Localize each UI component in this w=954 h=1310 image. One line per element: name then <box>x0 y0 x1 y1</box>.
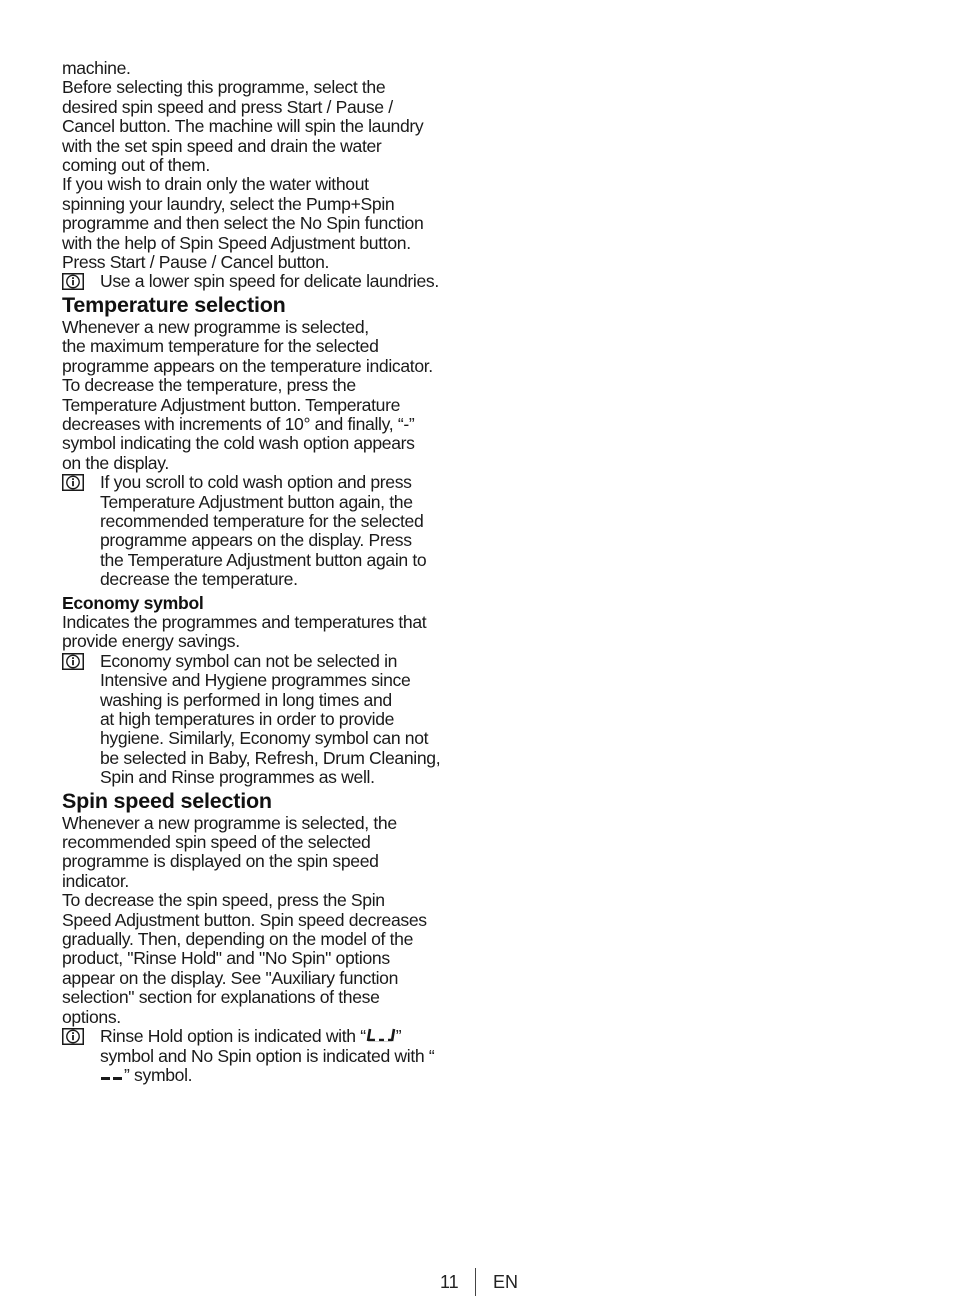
note-text: Use a lower spin speed for delicate laundries. <box>100 271 439 292</box>
text-line: To decrease the spin speed, press the Spin <box>62 890 385 911</box>
note-text: recommended temperature for the selected <box>100 510 424 531</box>
text-line: provide energy savings. <box>62 631 240 652</box>
manual-text-column <box>62 59 462 1085</box>
text-line: Press Start / Pause / Cancel button. <box>62 252 330 273</box>
text-line: gradually. Then, depending on the model of the <box>62 929 414 950</box>
text-line: machine. <box>62 58 131 78</box>
note-cold-wash <box>62 473 462 589</box>
text-line: Cancel button. The machine will spin the laundry <box>62 116 424 137</box>
note-text: Temperature Adjustment button again, the <box>100 491 413 512</box>
note-text: Intensive and Hygiene programmes since <box>100 670 411 691</box>
info-icon <box>62 1028 84 1045</box>
text-line: spinning your laundry, select the Pump+Spin <box>62 193 395 214</box>
heading-economy-symbol: Economy symbol <box>62 592 204 613</box>
note-text: symbol and No Spin option is indicated with “ <box>100 1045 435 1066</box>
text-line: decreases with increments of 10° and finally, “-” <box>62 413 415 434</box>
info-icon <box>62 474 84 491</box>
text-line: on the display. <box>62 452 169 473</box>
text-line: the maximum temperature for the selected <box>62 336 379 357</box>
note-text: ” symbol. <box>124 1064 193 1085</box>
note-text: Rinse Hold option is indicated with “ <box>100 1026 366 1047</box>
text-line: recommended spin speed of the selected <box>62 832 371 853</box>
text-line: Whenever a new programme is selected, the <box>62 812 397 833</box>
text-line: desired spin speed and press Start / Pause / <box>62 96 393 117</box>
note-text: hygiene. Similarly, Economy symbol can not <box>100 728 429 749</box>
info-icon <box>62 273 84 290</box>
note-text: washing is performed in long times and <box>100 689 392 710</box>
text-line: selection" section for explanations of these <box>62 987 380 1008</box>
note-text: If you scroll to cold wash option and press <box>100 472 412 493</box>
text-line: indicator. <box>62 870 129 891</box>
text-line: appear on the display. See "Auxiliary function <box>62 967 399 988</box>
info-icon <box>62 653 84 670</box>
text-line: If you wish to drain only the water without <box>62 174 369 195</box>
text-line: To decrease the temperature, press the <box>62 375 356 396</box>
text-line: Before selecting this programme, select the <box>62 77 386 98</box>
note-text: the Temperature Adjustment button again to <box>100 549 427 570</box>
temperature-paragraph <box>62 318 462 473</box>
note-text: Spin and Rinse programmes as well. <box>100 767 375 788</box>
rinse-hold-symbol <box>366 1028 396 1042</box>
text-line: programme and then select the No Spin function <box>62 213 424 234</box>
text-line: Indicates the programmes and temperatures that <box>62 611 427 632</box>
page-number: 11 <box>440 1272 459 1292</box>
text-line: programme is displayed on the spin speed <box>62 851 379 872</box>
note-text: programme appears on the display. Press <box>100 530 412 551</box>
no-spin-symbol <box>100 1071 124 1081</box>
text-line: Whenever a new programme is selected, <box>62 316 369 337</box>
intro-paragraph <box>62 59 462 272</box>
note-text: be selected in Baby, Refresh, Drum Cleaning, <box>100 747 441 768</box>
note-economy <box>62 652 462 788</box>
language-code: EN <box>493 1272 519 1292</box>
text-line: Temperature Adjustment button. Temperature <box>62 394 401 415</box>
note-text: decrease the temperature. <box>100 569 298 590</box>
text-line: product, "Rinse Hold" and "No Spin" options <box>62 948 390 969</box>
text-line: symbol indicating the cold wash option appears <box>62 433 415 454</box>
text-line: with the help of Spin Speed Adjustment button. <box>62 232 411 253</box>
text-line: options. <box>62 1006 121 1027</box>
text-line: Speed Adjustment button. Spin speed decreases <box>62 909 427 930</box>
spin-paragraph <box>62 814 462 1027</box>
heading-temperature-selection: Temperature selection <box>62 292 286 317</box>
note-text: ” <box>395 1026 402 1047</box>
text-line: with the set spin speed and drain the water <box>62 135 382 156</box>
text-line: programme appears on the temperature indicator. <box>62 355 433 376</box>
footer-divider <box>475 1268 476 1296</box>
text-line: coming out of them. <box>62 155 210 176</box>
note-delicate-spin <box>62 272 462 291</box>
note-text: Economy symbol can not be selected in <box>100 650 398 671</box>
heading-spin-speed-selection: Spin speed selection <box>62 788 272 813</box>
note-rinse-hold-no-spin <box>62 1027 462 1085</box>
note-text: at high temperatures in order to provide <box>100 709 395 729</box>
economy-paragraph <box>62 613 462 652</box>
